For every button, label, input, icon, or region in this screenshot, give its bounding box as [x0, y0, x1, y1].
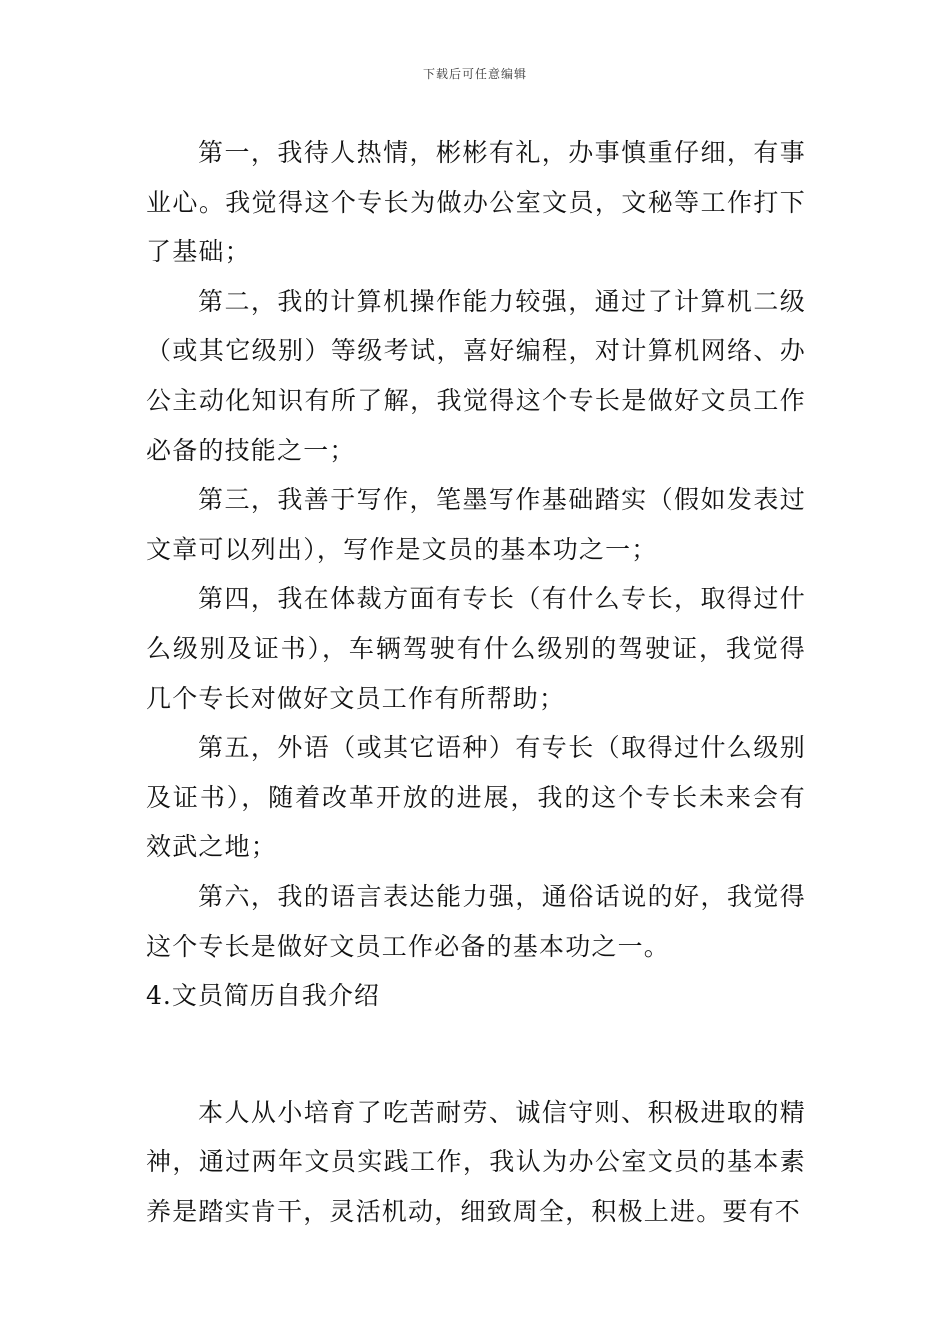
- paragraph-strength-3: 第三，我善于写作，笔墨写作基础踏实（假如发表过文章可以列出），写作是文员的基本功之一；: [146, 485, 806, 564]
- paragraph-strength-4: 第四，我在体裁方面有专长（有什么专长，取得过什么级别及证书），车辆驾驶有什么级别的驾驶证，我觉得几个专长对做好文员工作有所帮助；: [146, 584, 806, 713]
- paragraph-strength-2: 第二，我的计算机操作能力较强，通过了计算机二级（或其它级别）等级考试，喜好编程，对计算机网络、办公主动化知识有所了解，我觉得这个专长是做好文员工作必备的技能之一；: [146, 286, 806, 465]
- paragraph-strength-6: 第六，我的语言表达能力强，通俗话说的好，我觉得这个专长是做好文员工作必备的基本功之一。: [146, 881, 806, 961]
- document-body: [146, 128, 806, 1236]
- paragraph-strength-5: 第五，外语（或其它语种）有专长（取得过什么级别及证书），随着改革开放的进展，我的这个专长未来会有效武之地；: [146, 733, 806, 862]
- paragraph-strength-1: 第一，我待人热情，彬彬有礼，办事慎重仔细，有事业心。我觉得这个专长为做办公室文员，文秘等工作打下了基础；: [146, 138, 806, 267]
- section-paragraph: 本人从小培育了吃苦耐劳、诚信守则、积极进取的精神，通过两年文员实践工作，我认为办公室文员的基本素养是踏实肯干，灵活机动，细致周全，积极上进。要有不: [146, 1097, 806, 1226]
- section-heading: 4.文员简历自我介绍: [146, 981, 380, 1011]
- page-header-note: 下载后可任意编辑: [422, 67, 527, 81]
